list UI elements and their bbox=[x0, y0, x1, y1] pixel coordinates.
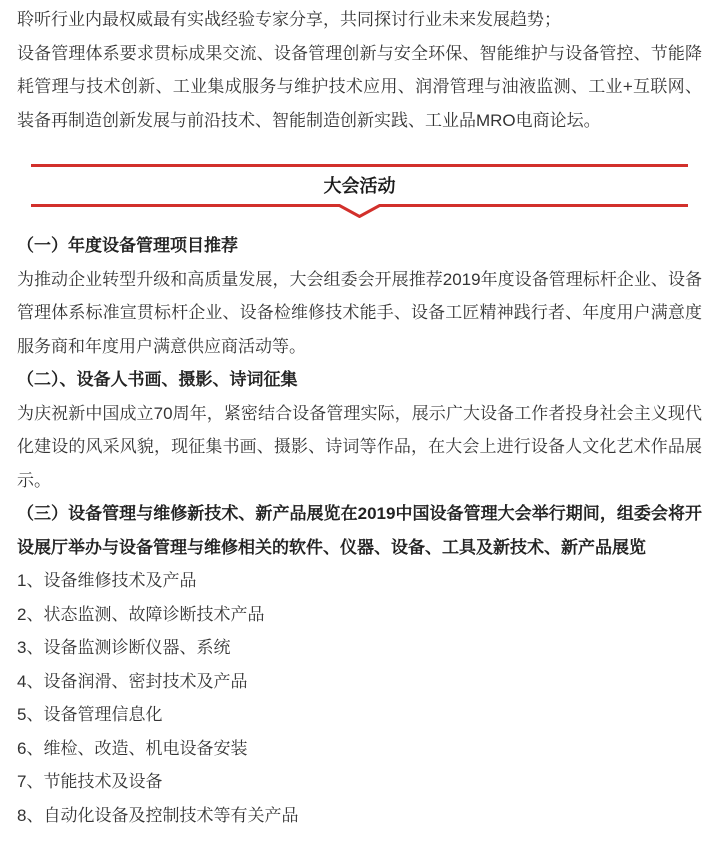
section-2-heading: （二）、设备人书画、摄影、诗词征集 bbox=[17, 370, 298, 389]
exhibit-item-2: 2、状态监测、故障诊断技术产品 bbox=[17, 604, 265, 624]
exhibit-item-7: 7、节能技术及设备 bbox=[17, 772, 163, 791]
conference-activities-header bbox=[31, 164, 688, 218]
section-1-heading: （一）年度设备管理项目推荐 bbox=[17, 236, 238, 255]
exhibit-item-1: 1、设备维修技术及产品 bbox=[17, 571, 197, 590]
section-2-body: 为庆祝新中国成立70周年，紧密结合设备管理实际，展示广大设备工作者投身社会主义现代化建设的风采风貌，现征集书画、摄影、诗词等作品，在大会上进行设备人文化艺术作品展示。 bbox=[17, 403, 702, 490]
intro-line-2: 设备管理体系要求贯标成果交流、设备管理创新与安全环保、智能维护与设备管控、节能降耗管理与技术创新、工业集成服务与维护技术应用、润滑管理与油液监测、工业+互联网、装备再制造创新发展与前沿技术、智能制造创新实践、工业品MRO电商论坛。 bbox=[17, 43, 702, 130]
section-3-heading: （三）设备管理与维修新技术、新产品展览在2019中国设备管理大会举行期间，组委会将开设展厅举办与设备管理与维修相关的软件、仪器、设备、工具及新技术、新产品展览 bbox=[17, 504, 702, 557]
exhibit-item-6: 6、维检、改造、机电设备安装 bbox=[17, 738, 248, 758]
exhibit-item-3: 3、设备监测诊断仪器、系统 bbox=[17, 638, 231, 657]
exhibit-item-8: 8、自动化设备及控制技术等有关产品 bbox=[17, 805, 299, 825]
red-rule-bottom-with-notch bbox=[31, 204, 688, 218]
exhibit-item-5: 5、设备管理信息化 bbox=[17, 705, 163, 724]
intro-line-1: 聆听行业内最权威最有实战经验专家分享，共同探讨行业未来发展趋势； bbox=[17, 10, 561, 29]
conference-activities-title: 大会活动 bbox=[323, 176, 396, 196]
exhibit-list bbox=[17, 564, 702, 832]
section-1-body: 为推动企业转型升级和高质量发展，大会组委会开展推荐2019年度设备管理标杆企业、设备管理体系标准宣贯标杆企业、设备检维修技术能手、设备工匠精神践行者、年度用户满意度服务商和年度用户满意供应商活动等。 bbox=[17, 269, 702, 356]
exhibit-item-4: 4、设备润滑、密封技术及产品 bbox=[17, 671, 248, 691]
